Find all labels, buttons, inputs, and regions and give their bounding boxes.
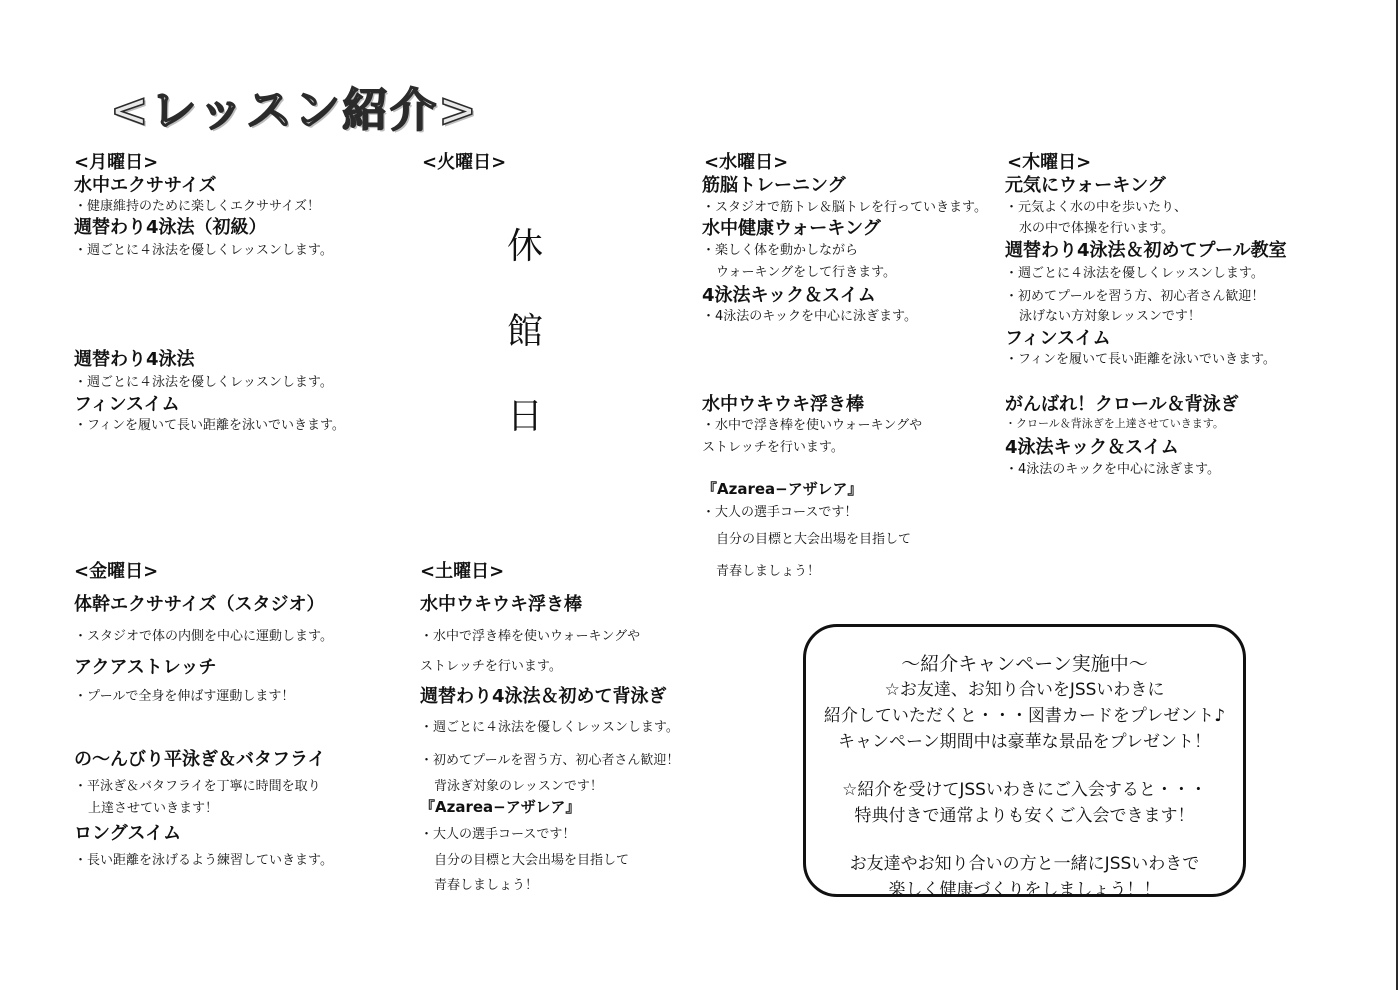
- lesson-title: 筋脳トレーニング: [702, 175, 846, 196]
- friday-heading: <金曜日>: [74, 561, 159, 582]
- lesson-title: 水中ウキウキ浮き棒: [702, 394, 864, 415]
- lesson-description: ・フィンを履いて長い距離を泳いでいきます。: [74, 418, 345, 433]
- lesson-description: ・フィンを履いて長い距離を泳いでいきます。: [1005, 352, 1276, 367]
- lesson-title: 水中健康ウォーキング: [702, 218, 881, 239]
- lesson-title: 元気にウォーキング: [1005, 175, 1166, 196]
- tuesday-heading: <火曜日>: [422, 152, 507, 173]
- lesson-title: フィンスイム: [1005, 328, 1111, 349]
- lesson-description: ・週ごとに４泳法を優しくレッスンします。: [1005, 266, 1264, 281]
- lesson-description: ・初めてプールを習う方、初心者さん歓迎！: [420, 753, 680, 768]
- campaign-line: 楽しく健康づくりをしましょう！！: [888, 880, 1161, 900]
- lesson-title: 『Azarea−アザレア』: [702, 480, 863, 498]
- lesson-title: 週替わり4泳法: [74, 349, 195, 370]
- lesson-title: の〜んびり平泳ぎ＆バタフライ: [74, 749, 326, 770]
- lesson-description: ・長い距離を泳げるよう練習していきます。: [74, 853, 333, 868]
- campaign-line: キャンペーン期間中は豪華な景品をプレゼント！: [838, 732, 1211, 752]
- lesson-description: ・スタジオで筋トレ＆脳トレを行っていきます。: [702, 200, 987, 215]
- lesson-description: 水の中で体操を行います。: [1019, 221, 1174, 236]
- campaign-line: 紹介していただくと・・・図書カードをプレゼント♪: [823, 706, 1226, 726]
- lesson-title: アクアストレッチ: [74, 657, 217, 678]
- closed-char: 休: [506, 226, 543, 267]
- lesson-description: ストレッチを行います。: [702, 440, 844, 455]
- lesson-title: 体幹エクササイズ（スタジオ）: [74, 594, 325, 615]
- campaign-box: [803, 624, 1246, 900]
- lesson-description: ・大人の選手コースです！: [702, 505, 858, 520]
- lesson-description: 青春しましょう！: [716, 564, 821, 579]
- lesson-description: ・スタジオで体の内側を中心に運動します。: [74, 629, 333, 644]
- campaign-line: お友達やお知り合いの方と一緒にJSSいわきで: [849, 854, 1200, 874]
- closed-char: 館: [506, 311, 543, 352]
- lesson-description: ・水中で浮き棒を使いウォーキングや: [420, 629, 641, 644]
- page-edge-line: [1396, 0, 1398, 990]
- lesson-title: 週替わり4泳法（初級）: [74, 217, 267, 238]
- campaign-line: 特典付きで通常よりも安くご入会できます！: [854, 806, 1195, 826]
- wednesday-heading: <水曜日>: [704, 152, 789, 173]
- thursday-heading: <木曜日>: [1007, 152, 1092, 173]
- campaign-line: ☆紹介を受けてJSSいわきにご入会すると・・・: [842, 780, 1207, 800]
- lesson-description: ウォーキングをして行きます。: [716, 265, 897, 280]
- lesson-description: ・クロール＆背泳ぎを上達させていきます。: [1005, 417, 1224, 430]
- lesson-description: ・元気よく水の中を歩いたり、: [1005, 200, 1188, 215]
- lesson-description: ・楽しく体を動かしながら: [702, 243, 859, 258]
- lesson-description: 泳げない方対象レッスンです！: [1019, 309, 1201, 324]
- lesson-description: ・初めてプールを習う方、初心者さん歓迎！: [1005, 289, 1265, 304]
- lesson-description: ・健康維持のために楽しくエクササイズ！: [74, 199, 320, 214]
- lesson-title: 『Azarea−アザレア』: [420, 798, 581, 816]
- campaign-line: ☆お友達、お知り合いをJSSいわきに: [884, 680, 1165, 700]
- lesson-title: 週替わり4泳法＆初めてプール教室: [1005, 240, 1287, 261]
- lesson-description: 自分の目標と大会出場を目指して: [434, 853, 630, 868]
- lesson-description: ・週ごとに４泳法を優しくレッスンします。: [74, 243, 333, 258]
- lesson-description: ・水中で浮き棒を使いウォーキングや: [702, 418, 923, 433]
- lesson-title: 4泳法キック＆スイム: [702, 285, 876, 306]
- lesson-title: ロングスイム: [74, 823, 182, 844]
- lesson-description: 上達させていきます！: [88, 801, 219, 816]
- lesson-title: 4泳法キック＆スイム: [1005, 437, 1179, 458]
- lesson-description: ・週ごとに４泳法を優しくレッスンします。: [420, 720, 679, 735]
- lesson-description: ・大人の選手コースです！: [420, 827, 576, 842]
- closed-char: 日: [506, 396, 543, 437]
- lesson-title: 水中ウキウキ浮き棒: [420, 594, 582, 615]
- page-title: <レッスン紹介>: [110, 83, 479, 137]
- saturday-heading: <土曜日>: [420, 561, 505, 582]
- lesson-description: 青春しましょう！: [434, 878, 539, 893]
- lesson-description: 自分の目標と大会出場を目指して: [716, 532, 912, 547]
- lesson-description: 背泳ぎ対象のレッスンです！: [434, 779, 603, 794]
- lesson-description: ・4泳法のキックを中心に泳ぎます。: [702, 309, 917, 324]
- lesson-description: ・平泳ぎ＆バタフライを丁寧に時間を取り: [74, 779, 321, 794]
- lesson-title: 週替わり4泳法＆初めて背泳ぎ: [420, 686, 667, 707]
- lesson-description: ・プールで全身を伸ばす運動します！: [74, 689, 295, 704]
- lesson-description: ストレッチを行います。: [420, 659, 562, 674]
- campaign-heading: 〜紹介キャンペーン実施中〜: [901, 653, 1148, 675]
- monday-heading: <月曜日>: [74, 152, 159, 173]
- lesson-title: がんばれ！クロール＆背泳ぎ: [1005, 394, 1239, 415]
- lesson-title: 水中エクササイズ: [74, 175, 217, 196]
- lesson-title: フィンスイム: [74, 394, 180, 415]
- lesson-description: ・週ごとに４泳法を優しくレッスンします。: [74, 375, 333, 390]
- lesson-description: ・4泳法のキックを中心に泳ぎます。: [1005, 462, 1220, 477]
